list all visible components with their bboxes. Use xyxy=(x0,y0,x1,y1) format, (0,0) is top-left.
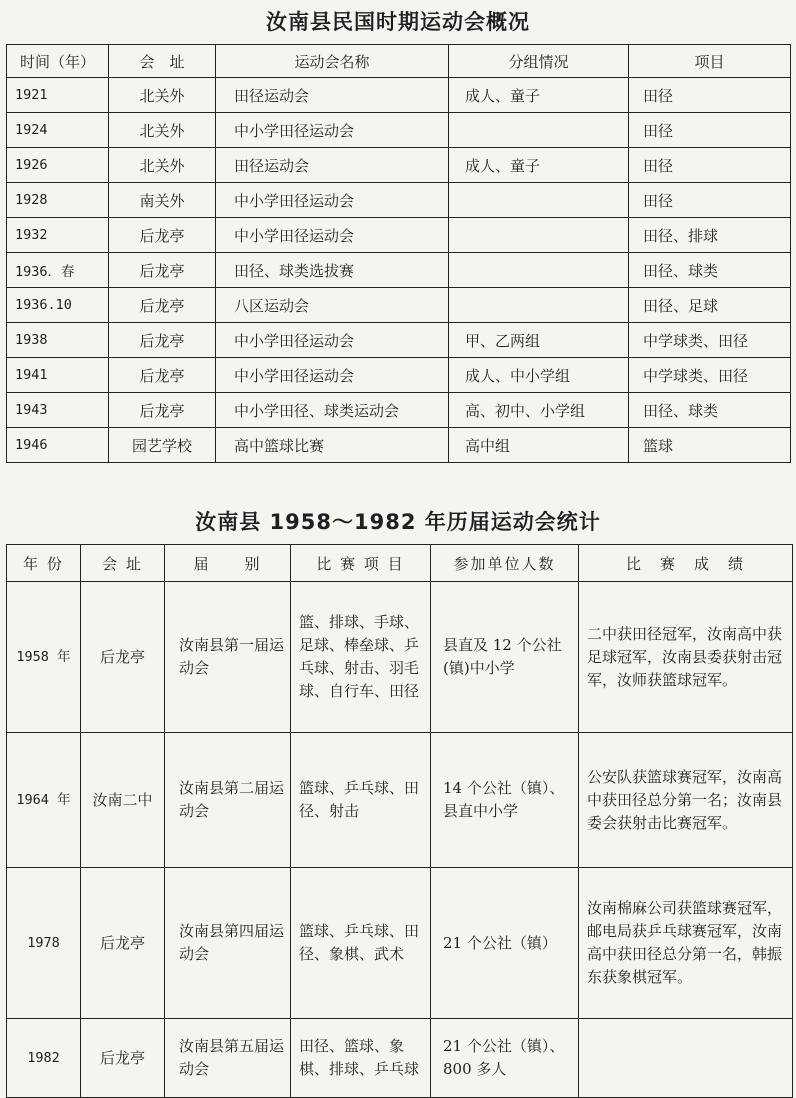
events-cell: 篮、排球、手球、足球、棒垒球、乒乓球、射击、羽毛球、自行车、田径 xyxy=(291,582,431,733)
table-row xyxy=(7,323,791,358)
results-cell: 公安队获篮球赛冠军，汝南高中获田径总分第一名；汝南县委会获射击比赛冠军。 xyxy=(579,733,793,868)
items-cell: 田径 xyxy=(629,183,791,218)
grouping-cell xyxy=(449,113,629,148)
table-row xyxy=(7,218,791,253)
table-row xyxy=(7,288,791,323)
items-cell: 田径、球类 xyxy=(629,393,791,428)
event-name-cell: 高中篮球比赛 xyxy=(216,428,449,463)
items-cell: 中学球类、田径 xyxy=(629,358,791,393)
grouping-cell xyxy=(449,183,629,218)
table-row xyxy=(7,253,791,288)
table-row xyxy=(7,358,791,393)
year-cell: 1936.10 xyxy=(7,288,109,323)
year-cell: 1946 xyxy=(7,428,109,463)
items-cell: 田径 xyxy=(629,148,791,183)
republic-era-sports-table xyxy=(6,44,791,463)
table-row xyxy=(7,733,793,868)
grouping-cell: 高、初中、小学组 xyxy=(449,393,629,428)
column-header: 届 别 xyxy=(165,545,291,582)
year-cell: 1921 xyxy=(7,78,109,113)
venue-cell: 汝南二中 xyxy=(81,733,165,868)
event-name-cell: 中小学田径运动会 xyxy=(216,113,449,148)
grouping-cell xyxy=(449,288,629,323)
session-cell: 汝南县第四届运动会 xyxy=(165,868,291,1019)
session-cell: 汝南县第一届运动会 xyxy=(165,582,291,733)
venue-cell: 北关外 xyxy=(109,78,216,113)
items-cell: 田径 xyxy=(629,78,791,113)
event-name-cell: 中小学田径、球类运动会 xyxy=(216,393,449,428)
event-name-cell: 中小学田径运动会 xyxy=(216,323,449,358)
event-name-cell: 中小学田径运动会 xyxy=(216,358,449,393)
venue-cell: 后龙亭 xyxy=(81,582,165,733)
event-name-cell: 八区运动会 xyxy=(216,288,449,323)
column-header: 会 址 xyxy=(109,45,216,78)
table-header-row xyxy=(7,545,793,582)
venue-cell: 后龙亭 xyxy=(109,253,216,288)
events-cell: 篮球、乒乓球、田径、射击 xyxy=(291,733,431,868)
participants-cell: 14 个公社（镇）、县直中小学 xyxy=(431,733,579,868)
table-row xyxy=(7,868,793,1019)
year-cell: 1936．春 xyxy=(7,253,109,288)
event-name-cell: 田径、球类选拔赛 xyxy=(216,253,449,288)
year-cell: 1958 年 xyxy=(7,582,81,733)
grouping-cell: 成人、童子 xyxy=(449,148,629,183)
venue-cell: 后龙亭 xyxy=(81,1019,165,1098)
event-name-cell: 田径运动会 xyxy=(216,78,449,113)
table-row xyxy=(7,148,791,183)
events-cell: 田径、篮球、象棋、排球、乒乓球 xyxy=(291,1019,431,1098)
grouping-cell: 成人、中小学组 xyxy=(449,358,629,393)
table-row xyxy=(7,393,791,428)
year-cell: 1964 年 xyxy=(7,733,81,868)
results-cell xyxy=(579,1019,793,1098)
table-row xyxy=(7,183,791,218)
table-row xyxy=(7,1019,793,1098)
results-cell: 二中获田径冠军，汝南高中获足球冠军，汝南县委获射击冠军，汝师获篮球冠军。 xyxy=(579,582,793,733)
items-cell: 田径、球类 xyxy=(629,253,791,288)
participants-cell: 县直及 12 个公社(镇)中小学 xyxy=(431,582,579,733)
items-cell: 田径、足球 xyxy=(629,288,791,323)
year-cell: 1982 xyxy=(7,1019,81,1098)
table-row xyxy=(7,582,793,733)
column-header: 会 址 xyxy=(81,545,165,582)
grouping-cell: 高中组 xyxy=(449,428,629,463)
venue-cell: 后龙亭 xyxy=(109,323,216,358)
events-cell: 篮球、乒乓球、田径、象棋、武术 xyxy=(291,868,431,1019)
year-cell: 1978 xyxy=(7,868,81,1019)
venue-cell: 后龙亭 xyxy=(109,358,216,393)
column-header: 年 份 xyxy=(7,545,81,582)
column-header: 参加单位人数 xyxy=(431,545,579,582)
table1-title: 汝南县民国时期运动会概况 xyxy=(266,10,530,34)
year-cell: 1938 xyxy=(7,323,109,358)
results-cell: 汝南棉麻公司获篮球赛冠军，邮电局获乒乓球赛冠军，汝南高中获田径总分第一名，韩振东获象棋冠军。 xyxy=(579,868,793,1019)
grouping-cell xyxy=(449,218,629,253)
venue-cell: 北关外 xyxy=(109,148,216,183)
venue-cell: 园艺学校 xyxy=(109,428,216,463)
year-cell: 1932 xyxy=(7,218,109,253)
column-header: 比 赛 成 绩 xyxy=(579,545,793,582)
year-cell: 1926 xyxy=(7,148,109,183)
year-cell: 1943 xyxy=(7,393,109,428)
year-cell: 1924 xyxy=(7,113,109,148)
table-row xyxy=(7,428,791,463)
year-cell: 1928 xyxy=(7,183,109,218)
grouping-cell: 成人、童子 xyxy=(449,78,629,113)
session-cell: 汝南县第二届运动会 xyxy=(165,733,291,868)
items-cell: 田径 xyxy=(629,113,791,148)
venue-cell: 南关外 xyxy=(109,183,216,218)
table-row xyxy=(7,113,791,148)
venue-cell: 北关外 xyxy=(109,113,216,148)
venue-cell: 后龙亭 xyxy=(81,868,165,1019)
table2-title: 汝南县 1958～1982 年历届运动会统计 xyxy=(195,510,601,534)
table-header-row xyxy=(7,45,791,78)
county-games-statistics-table xyxy=(6,544,793,1098)
venue-cell: 后龙亭 xyxy=(109,218,216,253)
venue-cell: 后龙亭 xyxy=(109,393,216,428)
column-header: 比 赛 项 目 xyxy=(291,545,431,582)
items-cell: 中学球类、田径 xyxy=(629,323,791,358)
event-name-cell: 中小学田径运动会 xyxy=(216,218,449,253)
items-cell: 篮球 xyxy=(629,428,791,463)
column-header: 分组情况 xyxy=(449,45,629,78)
column-header: 时间（年） xyxy=(7,45,109,78)
column-header: 项目 xyxy=(629,45,791,78)
venue-cell: 后龙亭 xyxy=(109,288,216,323)
event-name-cell: 田径运动会 xyxy=(216,148,449,183)
event-name-cell: 中小学田径运动会 xyxy=(216,183,449,218)
participants-cell: 21 个公社（镇） xyxy=(431,868,579,1019)
column-header: 运动会名称 xyxy=(216,45,449,78)
year-cell: 1941 xyxy=(7,358,109,393)
items-cell: 田径、排球 xyxy=(629,218,791,253)
participants-cell: 21 个公社（镇）、800 多人 xyxy=(431,1019,579,1098)
session-cell: 汝南县第五届运动会 xyxy=(165,1019,291,1098)
table-row xyxy=(7,78,791,113)
grouping-cell: 甲、乙两组 xyxy=(449,323,629,358)
grouping-cell xyxy=(449,253,629,288)
